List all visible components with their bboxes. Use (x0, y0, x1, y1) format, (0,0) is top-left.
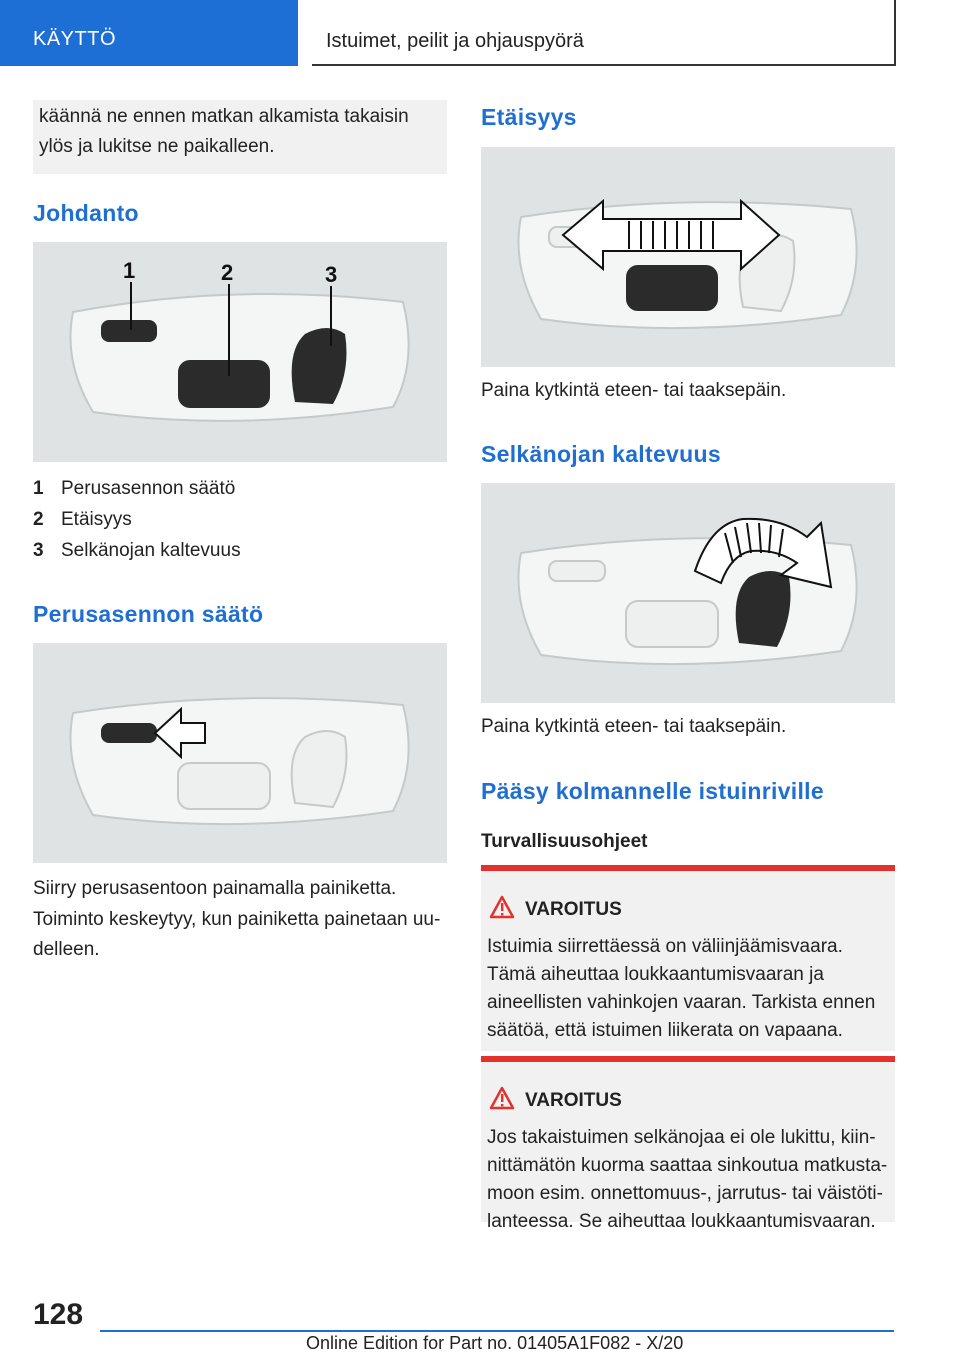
continued-note-box (33, 100, 447, 174)
legend-item (33, 536, 241, 566)
warning-triangle-icon (489, 1086, 515, 1110)
legend-item (33, 474, 235, 504)
safety-heading: Turvallisuusohjeet (481, 831, 648, 852)
legend-label: Perusasennon säätö (61, 478, 236, 499)
warning-text: Istuimia siirrettäessä on väliinjäämisvaara. Tämä aiheuttaa loukkaantumisvaaran ja aineellisten vahinkojen vaaran. Tarkista ennen säätöä, että istuimen liikerata on vapaana. (487, 936, 876, 1041)
section-tab (0, 0, 298, 66)
page-number: 128 (33, 1298, 84, 1331)
distance-figure (481, 147, 895, 367)
callout-3: 3 (325, 262, 338, 287)
edition-note: Online Edition for Part no. 01405A1F082 - X/20 (306, 1333, 684, 1353)
warning-box (481, 865, 895, 1051)
recline-heading: Selkänojan kaltevuus (481, 441, 721, 467)
warning-title: VAROITUS (525, 1090, 622, 1111)
distance-text: Paina kytkintä eteen- tai taaksepäin. (481, 380, 787, 401)
distance-heading: Etäisyys (481, 104, 577, 130)
section-title: KÄYTTÖ (33, 28, 117, 50)
legend-num: 3 (33, 540, 44, 561)
warning-title: VAROITUS (525, 899, 622, 920)
distance-switch (626, 265, 718, 311)
basic-heading: Perusasennon säätö (33, 601, 264, 627)
intro-heading: Johdanto (33, 200, 139, 226)
callout-1: 1 (123, 258, 136, 283)
basic-text-2: Toiminto keskeytyy, kun painiketta painetaan uu-delleen. (33, 909, 441, 960)
access-heading: Pääsy kolmannelle istuinriville (481, 778, 824, 804)
recline-text: Paina kytkintä eteen- tai taaksepäin. (481, 716, 787, 737)
intro-figure (33, 242, 447, 462)
legend-num: 2 (33, 509, 44, 530)
chapter-title: Istuimet, peilit ja ohjauspyörä (326, 30, 584, 52)
warning-text: Jos takaistuimen selkänojaa ei ole lukittu, kiin-nittämätön kuorma saattaa sinkoutua matkusta-moon esim. onnettomuus-, jarrutus- tai väistöti-lanteessa. Se aiheuttaa loukkaantumisvaaran. (487, 1127, 888, 1232)
chapter-header (312, 0, 896, 66)
basic-text-1: Siirry perusasentoon painamalla painiketta. (33, 878, 397, 899)
basic-figure (33, 643, 447, 863)
recline-figure (481, 483, 895, 703)
legend-label: Etäisyys (61, 509, 132, 530)
warning-triangle-icon (489, 895, 515, 919)
legend-item (33, 505, 132, 535)
callout-2: 2 (221, 260, 234, 285)
basic-setting-button (101, 320, 157, 342)
continued-note: käännä ne ennen matkan alkamista takaisin ylös ja lukitse ne paikalleen. (39, 106, 409, 157)
legend-label: Selkänojan kaltevuus (61, 540, 241, 561)
footer-rule (100, 1330, 894, 1332)
distance-switch (178, 360, 270, 408)
legend-num: 1 (33, 478, 44, 499)
warning-box (481, 1056, 895, 1232)
basic-setting-button (101, 723, 157, 743)
